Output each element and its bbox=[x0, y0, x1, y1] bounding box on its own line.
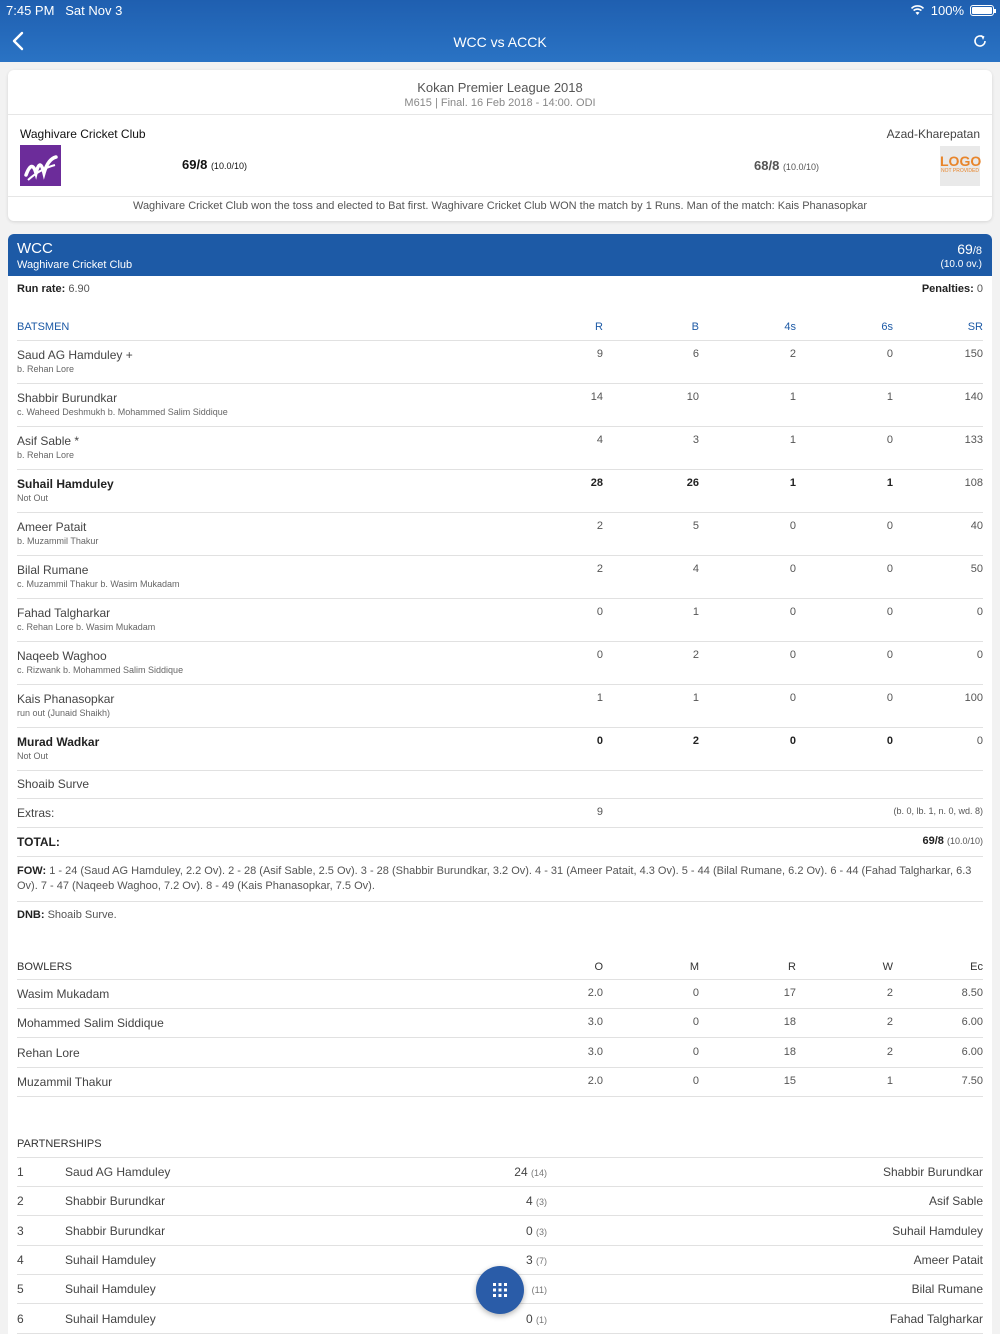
overs-value: 2.0 bbox=[587, 1074, 603, 1087]
partner-two-name: Fahad Talgharkar bbox=[889, 1311, 983, 1326]
fours-value: 0 bbox=[789, 606, 796, 618]
dismissal-text: c. Rehan Lore b. Wasim Mukadam bbox=[17, 622, 156, 632]
wickets-value: 1 bbox=[886, 1074, 893, 1087]
col-wickets: W bbox=[882, 961, 893, 973]
divider bbox=[17, 1037, 983, 1038]
battery-icon bbox=[970, 5, 994, 16]
maidens-value: 0 bbox=[692, 987, 699, 999]
economy-value: 8.50 bbox=[961, 987, 983, 999]
partner-two-name: Ameer Patait bbox=[913, 1252, 983, 1267]
home-team-score bbox=[182, 157, 247, 172]
sixes-value: 0 bbox=[886, 520, 893, 532]
sixes-value: 0 bbox=[886, 563, 893, 575]
runs-value: 2 bbox=[596, 520, 603, 532]
did-not-bat bbox=[17, 909, 117, 921]
balls-value: 4 bbox=[692, 563, 699, 575]
total-score: 69/8 bbox=[922, 835, 944, 847]
maidens-value: 0 bbox=[692, 1045, 699, 1058]
fours-value: 0 bbox=[789, 735, 796, 747]
partnerships-title: PARTNERSHIPS bbox=[17, 1138, 102, 1150]
home-score-value: 69/8 bbox=[182, 157, 208, 172]
col-balls: B bbox=[691, 321, 699, 333]
away-team-score bbox=[754, 158, 819, 173]
fow-label: FOW: bbox=[17, 865, 47, 877]
partnerships-header bbox=[17, 1138, 983, 1158]
innings-team-short: WCC bbox=[17, 240, 53, 257]
partner-two-name: Shabbir Burundkar bbox=[882, 1165, 983, 1179]
maidens-value: 0 bbox=[692, 1074, 699, 1087]
batsman-name: Murad Wadkar bbox=[17, 735, 100, 749]
bowler-name: Rehan Lore bbox=[17, 1045, 80, 1060]
divider bbox=[17, 901, 983, 902]
away-score-value: 68/8 bbox=[754, 158, 780, 173]
innings-header[interactable] bbox=[8, 234, 992, 276]
penalties-value: 0 bbox=[976, 283, 983, 295]
extras-detail: (b. 0, lb. 1, n. 0, wd. 8) bbox=[893, 806, 983, 816]
runs-value: 15 bbox=[783, 1074, 796, 1087]
strike-rate-value: 108 bbox=[964, 477, 983, 489]
innings-team-full: Waghivare Cricket Club bbox=[17, 259, 133, 271]
dismissal-text: c. Muzammil Thakur b. Wasim Mukadam bbox=[17, 579, 180, 589]
balls-value: 2 bbox=[692, 735, 699, 747]
economy-value: 6.00 bbox=[961, 1016, 983, 1029]
dismissal-text: b. Muzammil Thakur bbox=[17, 536, 99, 546]
wickets-value: 2 bbox=[886, 1016, 893, 1029]
runs-value: 14 bbox=[590, 391, 603, 403]
divider bbox=[17, 512, 983, 513]
refresh-icon[interactable] bbox=[972, 33, 988, 49]
runs-value: 17 bbox=[783, 987, 796, 999]
divider bbox=[17, 1245, 983, 1246]
divider bbox=[17, 1067, 983, 1068]
strike-rate-value: 50 bbox=[970, 563, 983, 575]
partnership-balls: (7) bbox=[536, 1255, 547, 1266]
strike-rate-value: 140 bbox=[964, 391, 983, 403]
divider bbox=[17, 1215, 983, 1216]
status-clock: 7:45 PM bbox=[6, 3, 55, 18]
partner-one-name: Suhail Hamduley bbox=[65, 1252, 156, 1267]
partnership-number: 5 bbox=[17, 1282, 24, 1297]
partnership-runs-value: 4 bbox=[525, 1194, 533, 1209]
runs-value: 9 bbox=[596, 348, 603, 360]
balls-value: 2 bbox=[692, 649, 699, 661]
sixes-value: 0 bbox=[886, 649, 893, 661]
yet-to-bat-name: Shoaib Surve bbox=[17, 777, 90, 791]
col-economy: Ec bbox=[970, 961, 983, 973]
dismissal-text: c. Waheed Deshmukh b. Mohammed Salim Siddique bbox=[17, 407, 228, 417]
partnership-runs bbox=[526, 1194, 547, 1208]
top-bar bbox=[0, 0, 1000, 62]
fow-text: 1 - 24 (Saud AG Hamduley, 2.2 Ov). 2 - 28 (Asif Sable, 2.5 Ov). 3 - 28 (Shabbir Burundkar, 3.2 Ov). 4 - 31 (Ameer Patait, 4.3 Ov). 5 - 44 (Bilal Rumane, 6.2 Ov). 6 - 44 (Fahad Talgharkar, 6.3 Ov). 7 - 47 (Naqeeb Waghoo, 7.2 Ov). 8 - 49 (Kais Phanasopkar, 7.5 Ov). bbox=[17, 865, 972, 892]
sixes-value: 0 bbox=[886, 434, 893, 446]
col-runs: R bbox=[595, 321, 603, 333]
logo-placeholder-subtext: NOT PROVIDED bbox=[941, 168, 979, 174]
divider bbox=[17, 641, 983, 642]
strike-rate-value: 0 bbox=[976, 735, 983, 747]
col-fours: 4s bbox=[784, 321, 796, 333]
strike-rate-value: 40 bbox=[970, 520, 983, 532]
balls-value: 6 bbox=[692, 348, 699, 360]
col-sixes: 6s bbox=[881, 321, 893, 333]
runs-value: 0 bbox=[596, 606, 603, 618]
partnership-number: 6 bbox=[17, 1311, 24, 1326]
away-team-name: Azad-Kharepatan bbox=[886, 127, 980, 141]
runs-value: 28 bbox=[590, 477, 603, 489]
economy-value: 7.50 bbox=[961, 1074, 983, 1087]
balls-value: 1 bbox=[692, 606, 699, 618]
away-overs: (10.0/10) bbox=[782, 162, 819, 172]
partnership-runs-value: 0 bbox=[525, 1223, 533, 1238]
innings-overs: (10.0 ov.) bbox=[940, 259, 982, 270]
match-result: Waghivare Cricket Club won the toss and elected to Bat first. Waghivare Cricket Club WON the match by 1 Runs. Man of the match: Kais Phanasopkar bbox=[132, 200, 868, 212]
runs-value: 18 bbox=[783, 1016, 796, 1029]
divider bbox=[17, 856, 983, 857]
partnership-runs-value: 0 bbox=[525, 1311, 533, 1326]
fours-value: 0 bbox=[789, 563, 796, 575]
league-name: Kokan Premier League 2018 bbox=[417, 80, 583, 95]
partner-one-name: Saud AG Hamduley bbox=[65, 1165, 171, 1179]
extras-value: 9 bbox=[596, 806, 603, 818]
divider bbox=[17, 340, 983, 341]
col-overs: O bbox=[594, 961, 603, 973]
run-rate bbox=[17, 283, 90, 295]
fours-value: 0 bbox=[789, 649, 796, 661]
divider bbox=[17, 798, 983, 799]
partnership-number: 2 bbox=[17, 1194, 24, 1209]
partnership-balls: (11) bbox=[531, 1285, 547, 1296]
balls-value: 5 bbox=[692, 520, 699, 532]
partnership-runs bbox=[532, 1282, 547, 1296]
total-label: TOTAL: bbox=[17, 835, 60, 849]
overs-value: 2.0 bbox=[587, 987, 603, 999]
strike-rate-value: 133 bbox=[964, 434, 983, 446]
dismissal-text: b. Rehan Lore bbox=[17, 364, 75, 374]
partner-one-name: Suhail Hamduley bbox=[65, 1282, 156, 1297]
bowler-name: Mohammed Salim Siddique bbox=[17, 1016, 164, 1031]
fours-value: 2 bbox=[789, 348, 796, 360]
battery-percent: 100% bbox=[930, 3, 964, 18]
sixes-value: 1 bbox=[886, 391, 893, 403]
partnership-balls: (1) bbox=[536, 1314, 547, 1325]
fours-value: 0 bbox=[789, 520, 796, 532]
partnership-number: 4 bbox=[17, 1252, 24, 1267]
match-summary-card bbox=[8, 70, 992, 221]
divider bbox=[17, 1333, 983, 1334]
maidens-value: 0 bbox=[692, 1016, 699, 1029]
divider bbox=[17, 598, 983, 599]
runs-value: 1 bbox=[596, 692, 603, 704]
home-team-name: Waghivare Cricket Club bbox=[20, 127, 146, 141]
divider bbox=[17, 383, 983, 384]
partnership-runs bbox=[526, 1312, 547, 1326]
dismissal-text: b. Rehan Lore bbox=[17, 450, 75, 460]
match-meta: M615 | Final. 16 Feb 2018 - 14:00. ODI bbox=[404, 97, 596, 109]
batsman-name: Fahad Talgharkar bbox=[17, 606, 111, 620]
col-strike-rate: SR bbox=[967, 321, 983, 333]
runs-value: 4 bbox=[596, 434, 603, 446]
divider bbox=[17, 1157, 983, 1158]
divider bbox=[17, 1008, 983, 1009]
sixes-value: 0 bbox=[886, 606, 893, 618]
divider bbox=[17, 827, 983, 828]
balls-value: 26 bbox=[686, 477, 699, 489]
partnership-balls: (3) bbox=[536, 1226, 547, 1237]
fours-value: 0 bbox=[789, 692, 796, 704]
batting-header bbox=[17, 321, 983, 341]
dismissal-text: Not Out bbox=[17, 493, 49, 503]
batsman-name: Ameer Patait bbox=[17, 520, 87, 534]
col-runs-conceded: R bbox=[788, 961, 796, 973]
fours-value: 1 bbox=[789, 477, 796, 489]
strike-rate-value: 0 bbox=[976, 649, 983, 661]
batsman-name: Bilal Rumane bbox=[17, 563, 89, 577]
dismissal-text: c. Rizwank b. Mohammed Salim Siddique bbox=[17, 665, 184, 675]
partnership-runs bbox=[514, 1165, 547, 1179]
sixes-value: 1 bbox=[886, 477, 893, 489]
away-team-logo bbox=[940, 146, 980, 186]
batsman-name: Saud AG Hamduley + bbox=[17, 348, 133, 362]
status-time bbox=[6, 3, 122, 18]
page-title: WCC vs ACCK bbox=[453, 34, 547, 50]
fours-value: 1 bbox=[789, 391, 796, 403]
home-team-logo bbox=[20, 145, 61, 186]
dismissal-text: Not Out bbox=[17, 751, 49, 761]
divider bbox=[17, 469, 983, 470]
divider bbox=[17, 979, 983, 980]
partnership-runs-value: 24 bbox=[514, 1165, 528, 1179]
bowler-name: Wasim Mukadam bbox=[17, 987, 110, 1001]
partnership-balls: (3) bbox=[536, 1197, 547, 1208]
overs-value: 3.0 bbox=[587, 1016, 603, 1029]
status-date: Sat Nov 3 bbox=[65, 3, 123, 18]
partnership-runs bbox=[526, 1224, 547, 1238]
partnership-balls: (14) bbox=[530, 1168, 547, 1178]
divider bbox=[8, 196, 992, 197]
partnership-number: 3 bbox=[17, 1223, 24, 1238]
waghivare-logo-icon bbox=[20, 145, 61, 186]
status-indicators bbox=[910, 3, 994, 18]
col-bowlers: BOWLERS bbox=[17, 961, 73, 973]
divider bbox=[17, 684, 983, 685]
overs-value: 3.0 bbox=[587, 1045, 603, 1058]
menu-fab-button[interactable] bbox=[476, 1266, 524, 1314]
innings-card bbox=[8, 234, 992, 1334]
run-rate-value: 6.90 bbox=[68, 283, 90, 295]
dnb-text: Shoaib Surve. bbox=[47, 909, 117, 921]
partner-two-name: Bilal Rumane bbox=[911, 1282, 983, 1297]
strike-rate-value: 100 bbox=[964, 692, 983, 704]
runs-value: 0 bbox=[596, 649, 603, 661]
divider bbox=[17, 426, 983, 427]
economy-value: 6.00 bbox=[961, 1045, 983, 1058]
col-maidens: M bbox=[689, 961, 699, 973]
dismissal-text: run out (Junaid Shaikh) bbox=[17, 708, 111, 718]
grid-menu-icon bbox=[476, 1266, 524, 1314]
batsman-name: Kais Phanasopkar bbox=[17, 692, 115, 706]
batsman-name: Shabbir Burundkar bbox=[17, 391, 118, 405]
run-rate-label: Run rate: bbox=[17, 283, 66, 295]
runs-value: 0 bbox=[596, 735, 603, 747]
bowling-header bbox=[17, 961, 983, 981]
balls-value: 10 bbox=[686, 391, 699, 403]
col-batsmen: BATSMEN bbox=[17, 321, 70, 333]
divider bbox=[17, 1186, 983, 1187]
strike-rate-value: 150 bbox=[964, 348, 983, 360]
balls-value: 3 bbox=[692, 434, 699, 446]
wifi-icon bbox=[910, 5, 925, 16]
divider bbox=[17, 1096, 983, 1097]
partnership-number: 1 bbox=[17, 1165, 24, 1179]
home-overs: (10.0/10) bbox=[210, 161, 247, 171]
sixes-value: 0 bbox=[886, 735, 893, 747]
sixes-value: 0 bbox=[886, 348, 893, 360]
penalties-label: Penalties: bbox=[921, 283, 974, 295]
divider bbox=[17, 770, 983, 771]
partner-one-name: Suhail Hamduley bbox=[65, 1311, 156, 1326]
fours-value: 1 bbox=[789, 434, 796, 446]
innings-runs: 69 bbox=[957, 241, 973, 257]
partnership-runs bbox=[526, 1253, 547, 1267]
total-value bbox=[922, 835, 983, 847]
wickets-value: 2 bbox=[886, 1045, 893, 1058]
divider bbox=[8, 114, 992, 115]
penalties bbox=[922, 283, 983, 295]
strike-rate-value: 0 bbox=[976, 606, 983, 618]
logo-placeholder-text: LOGO bbox=[940, 153, 982, 169]
innings-wickets: /8 bbox=[972, 245, 982, 257]
wickets-value: 2 bbox=[886, 987, 893, 999]
divider bbox=[17, 555, 983, 556]
fall-of-wickets bbox=[17, 864, 983, 894]
partner-one-name: Shabbir Burundkar bbox=[65, 1223, 166, 1238]
batsman-name: Suhail Hamduley bbox=[17, 477, 114, 491]
bowler-name: Muzammil Thakur bbox=[17, 1074, 113, 1089]
batsman-name: Naqeeb Waghoo bbox=[17, 649, 107, 663]
partner-two-name: Asif Sable bbox=[928, 1194, 983, 1209]
runs-value: 2 bbox=[596, 563, 603, 575]
balls-value: 1 bbox=[692, 692, 699, 704]
runs-value: 18 bbox=[783, 1045, 796, 1058]
divider bbox=[17, 727, 983, 728]
dnb-label: DNB: bbox=[17, 909, 45, 921]
extras-label: Extras: bbox=[17, 806, 55, 820]
partner-one-name: Shabbir Burundkar bbox=[65, 1194, 166, 1209]
partnership-runs-value: 3 bbox=[525, 1252, 533, 1267]
sixes-value: 0 bbox=[886, 692, 893, 704]
partner-two-name: Suhail Hamduley bbox=[892, 1223, 983, 1238]
batsman-name: Asif Sable * bbox=[17, 434, 80, 448]
total-overs: (10.0/10) bbox=[946, 836, 983, 846]
innings-score bbox=[957, 241, 982, 257]
